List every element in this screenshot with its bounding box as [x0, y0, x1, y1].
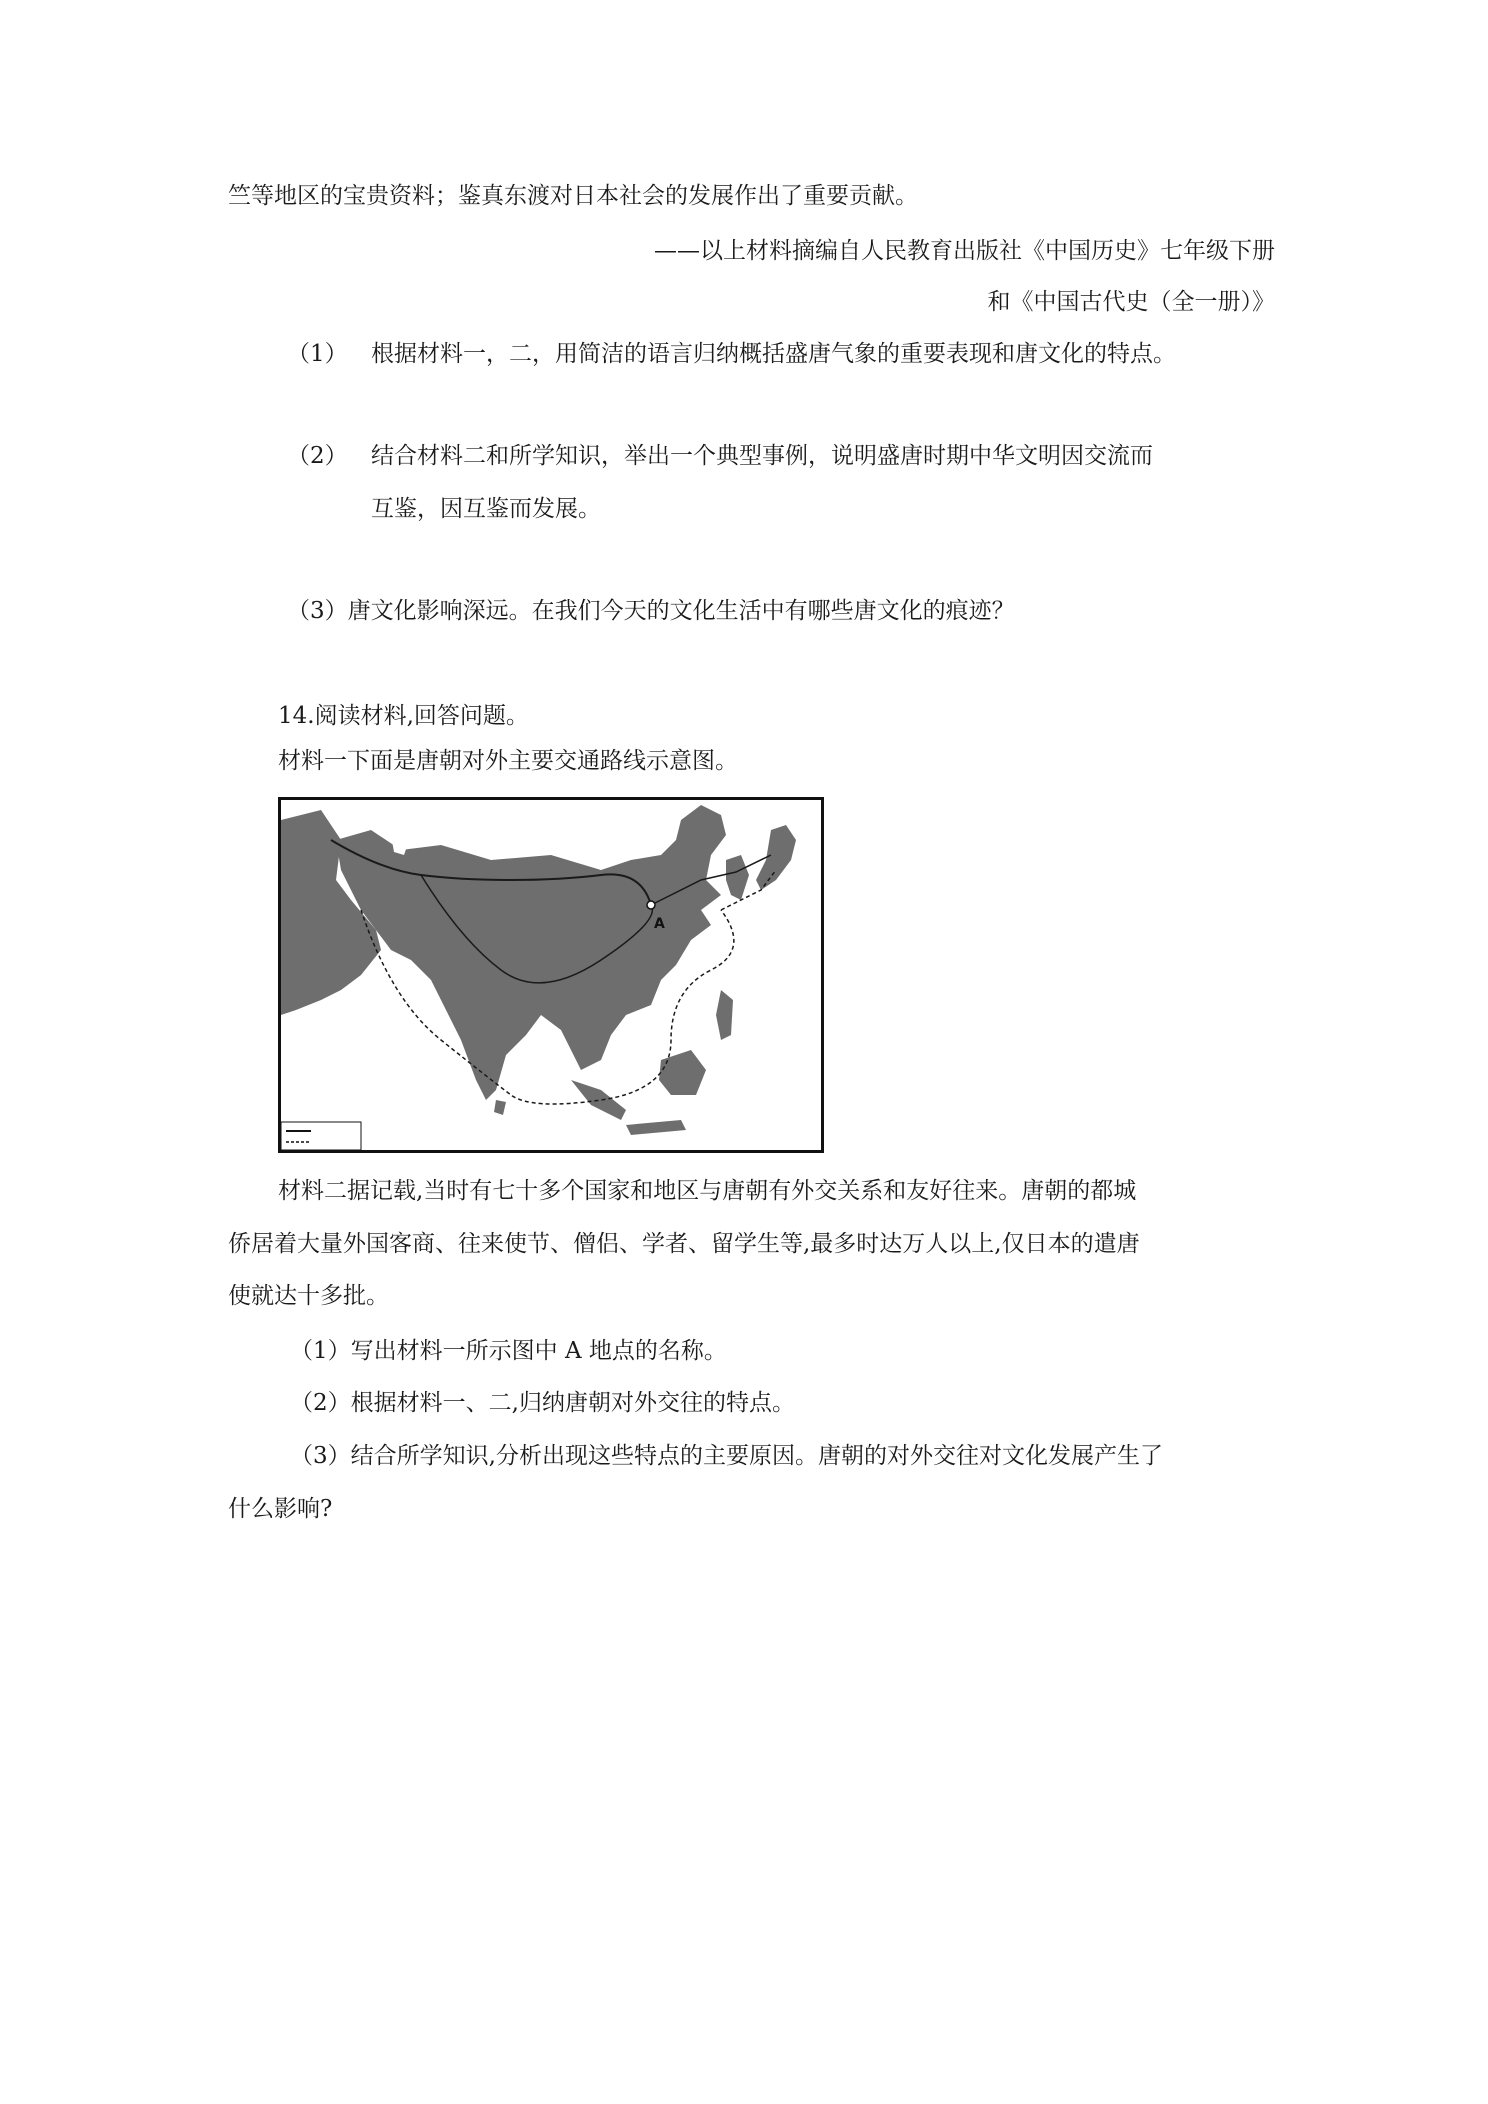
q14-material2-line-1: 材料二据记载,当时有七十多个国家和地区与唐朝有外交关系和友好往来。唐朝的都城 — [278, 1178, 1137, 1204]
source-citation-line-2: 和《中国古代史（全一册）》 — [987, 289, 1275, 315]
q14-material1: 材料一下面是唐朝对外主要交通路线示意图。 — [278, 748, 738, 774]
q14-material2-line-3: 使就达十多批。 — [228, 1283, 389, 1309]
map-marker-a — [647, 901, 655, 909]
q13-sub2-number: （2） — [287, 443, 348, 469]
q14-sub3-line-2: 什么影响? — [228, 1496, 333, 1522]
tang-trade-routes-map — [278, 797, 824, 1153]
q13-sub2-text-line-2: 互鉴，因互鉴而发展。 — [371, 496, 601, 522]
q13-sub2-text-line-1: 结合材料二和所学知识，举出一个典型事例，说明盛唐时期中华文明因交流而 — [371, 443, 1153, 469]
material-text-line: 竺等地区的宝贵资料；鉴真东渡对日本社会的发展作出了重要贡献。 — [228, 183, 918, 209]
q14-sub3-line-1: （3）结合所学知识,分析出现这些特点的主要原因。唐朝的对外交往对文化发展产生了 — [290, 1443, 1163, 1469]
q14-title: 14.阅读材料,回答问题。 — [278, 703, 529, 729]
map-marker-a-label: A — [654, 916, 665, 932]
map-legend — [281, 1122, 361, 1150]
q14-sub2: （2）根据材料一、二,归纳唐朝对外交往的特点。 — [290, 1390, 795, 1416]
source-citation-line-1: ——以上材料摘编自人民教育出版社《中国历史》七年级下册 — [654, 238, 1275, 264]
q14-material2-line-2: 侨居着大量外国客商、往来使节、僧侣、学者、留学生等,最多时达万人以上,仅日本的遣唐 — [228, 1231, 1140, 1257]
q13-sub1-text: 根据材料一，二，用简洁的语言归纳概括盛唐气象的重要表现和唐文化的特点。 — [371, 341, 1176, 367]
q13-sub1-number: （1） — [287, 341, 348, 367]
q14-sub1: （1）写出材料一所示图中 A 地点的名称。 — [290, 1338, 727, 1364]
map-svg — [281, 800, 821, 1150]
q13-sub3: （3）唐文化影响深远。在我们今天的文化生活中有哪些唐文化的痕迹？ — [287, 598, 1015, 624]
